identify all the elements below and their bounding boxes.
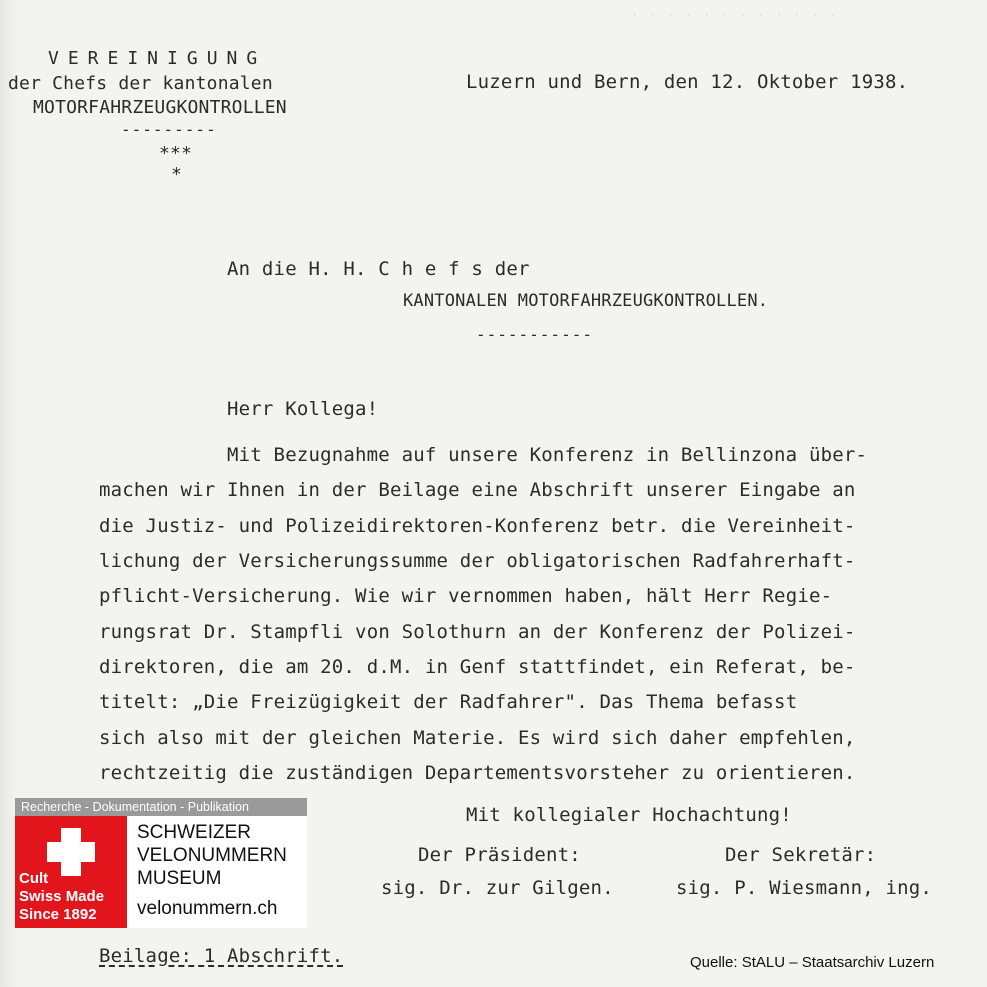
president-name: sig. Dr. zur Gilgen. bbox=[381, 877, 614, 899]
banner-body bbox=[15, 816, 307, 928]
date-line: Luzern und Bern, den 12. Oktober 1938. bbox=[466, 71, 909, 93]
source-credit: Quelle: StALU – Staatsarchiv Luzern bbox=[690, 954, 935, 971]
museum-name bbox=[137, 821, 287, 890]
cult-swiss-made-text bbox=[19, 870, 104, 924]
secretary-name: sig. P. Wiesmann, ing. bbox=[676, 877, 933, 899]
closing: Mit kollegialer Hochachtung! bbox=[466, 804, 792, 826]
body-line: sich also mit der gleichen Materie. Es wird sich daher empfehlen, bbox=[99, 727, 856, 749]
letterhead-org: MOTORFAHRZEUGKONTROLLEN bbox=[33, 97, 287, 118]
body-line: lichung der Versicherungssumme der obligatorischen Radfahrerhaft- bbox=[99, 550, 856, 572]
museum-url: velonummern.ch bbox=[137, 898, 278, 919]
museum-name-line: SCHWEIZER bbox=[137, 822, 251, 843]
president-title: Der Präsident: bbox=[418, 844, 581, 866]
letterhead-title: VEREINIGUNG bbox=[48, 48, 267, 69]
body-line: pflicht-Versicherung. Wie wir vernommen haben, hält Herr Regie- bbox=[99, 585, 833, 607]
cult-line: Swiss Made bbox=[19, 888, 105, 905]
cult-line: Cult bbox=[19, 870, 49, 887]
enclosure-note: Beilage: 1 Abschrift. bbox=[99, 945, 344, 967]
body-line: rechtzeitig die zuständigen Departementsvorsteher zu orientieren. bbox=[99, 762, 856, 784]
letterhead-star: * bbox=[171, 164, 183, 185]
body-line: machen wir Ihnen in der Beilage eine Abschrift unserer Eingabe an bbox=[99, 479, 856, 501]
body-line: titelt: „Die Freizügigkeit der Radfahrer". Das Thema befasst bbox=[99, 691, 798, 713]
body-line: direktoren, die am 20. d.M. in Genf stattfindet, ein Referat, be- bbox=[99, 656, 856, 678]
swiss-cross-bar bbox=[47, 842, 95, 862]
body-line: rungsrat Dr. Stampfli von Solothurn an der Konferenz der Polizei- bbox=[99, 621, 856, 643]
bleed-through-text: . . . . . . . . . . . . bbox=[630, 2, 838, 20]
address-line-1: An die H. H. C h e f s der bbox=[227, 258, 530, 280]
cult-line: Since 1892 bbox=[19, 906, 97, 923]
salutation: Herr Kollega! bbox=[227, 398, 379, 420]
letterhead-rule: --------- bbox=[121, 120, 217, 139]
swiss-flag-logo bbox=[15, 816, 127, 928]
banner-tagline: Recherche - Dokumentation - Publikation bbox=[15, 798, 307, 816]
body-line: die Justiz- und Polizeidirektoren-Konferenz betr. die Vereinheit- bbox=[99, 515, 856, 537]
museum-name-line: MUSEUM bbox=[137, 868, 222, 889]
body-line: Mit Bezugnahme auf unsere Konferenz in Bellinzona über- bbox=[227, 444, 868, 466]
address-rule: ----------- bbox=[476, 325, 593, 344]
museum-name-line: VELONUMMERN bbox=[137, 845, 287, 866]
letterhead-stars: *** bbox=[159, 143, 193, 164]
address-line-2: KANTONALEN MOTORFAHRZEUGKONTROLLEN. bbox=[403, 291, 769, 311]
museum-banner bbox=[15, 798, 307, 928]
secretary-title: Der Sekretär: bbox=[725, 844, 877, 866]
letterhead-subtitle: der Chefs der kantonalen bbox=[8, 73, 273, 94]
